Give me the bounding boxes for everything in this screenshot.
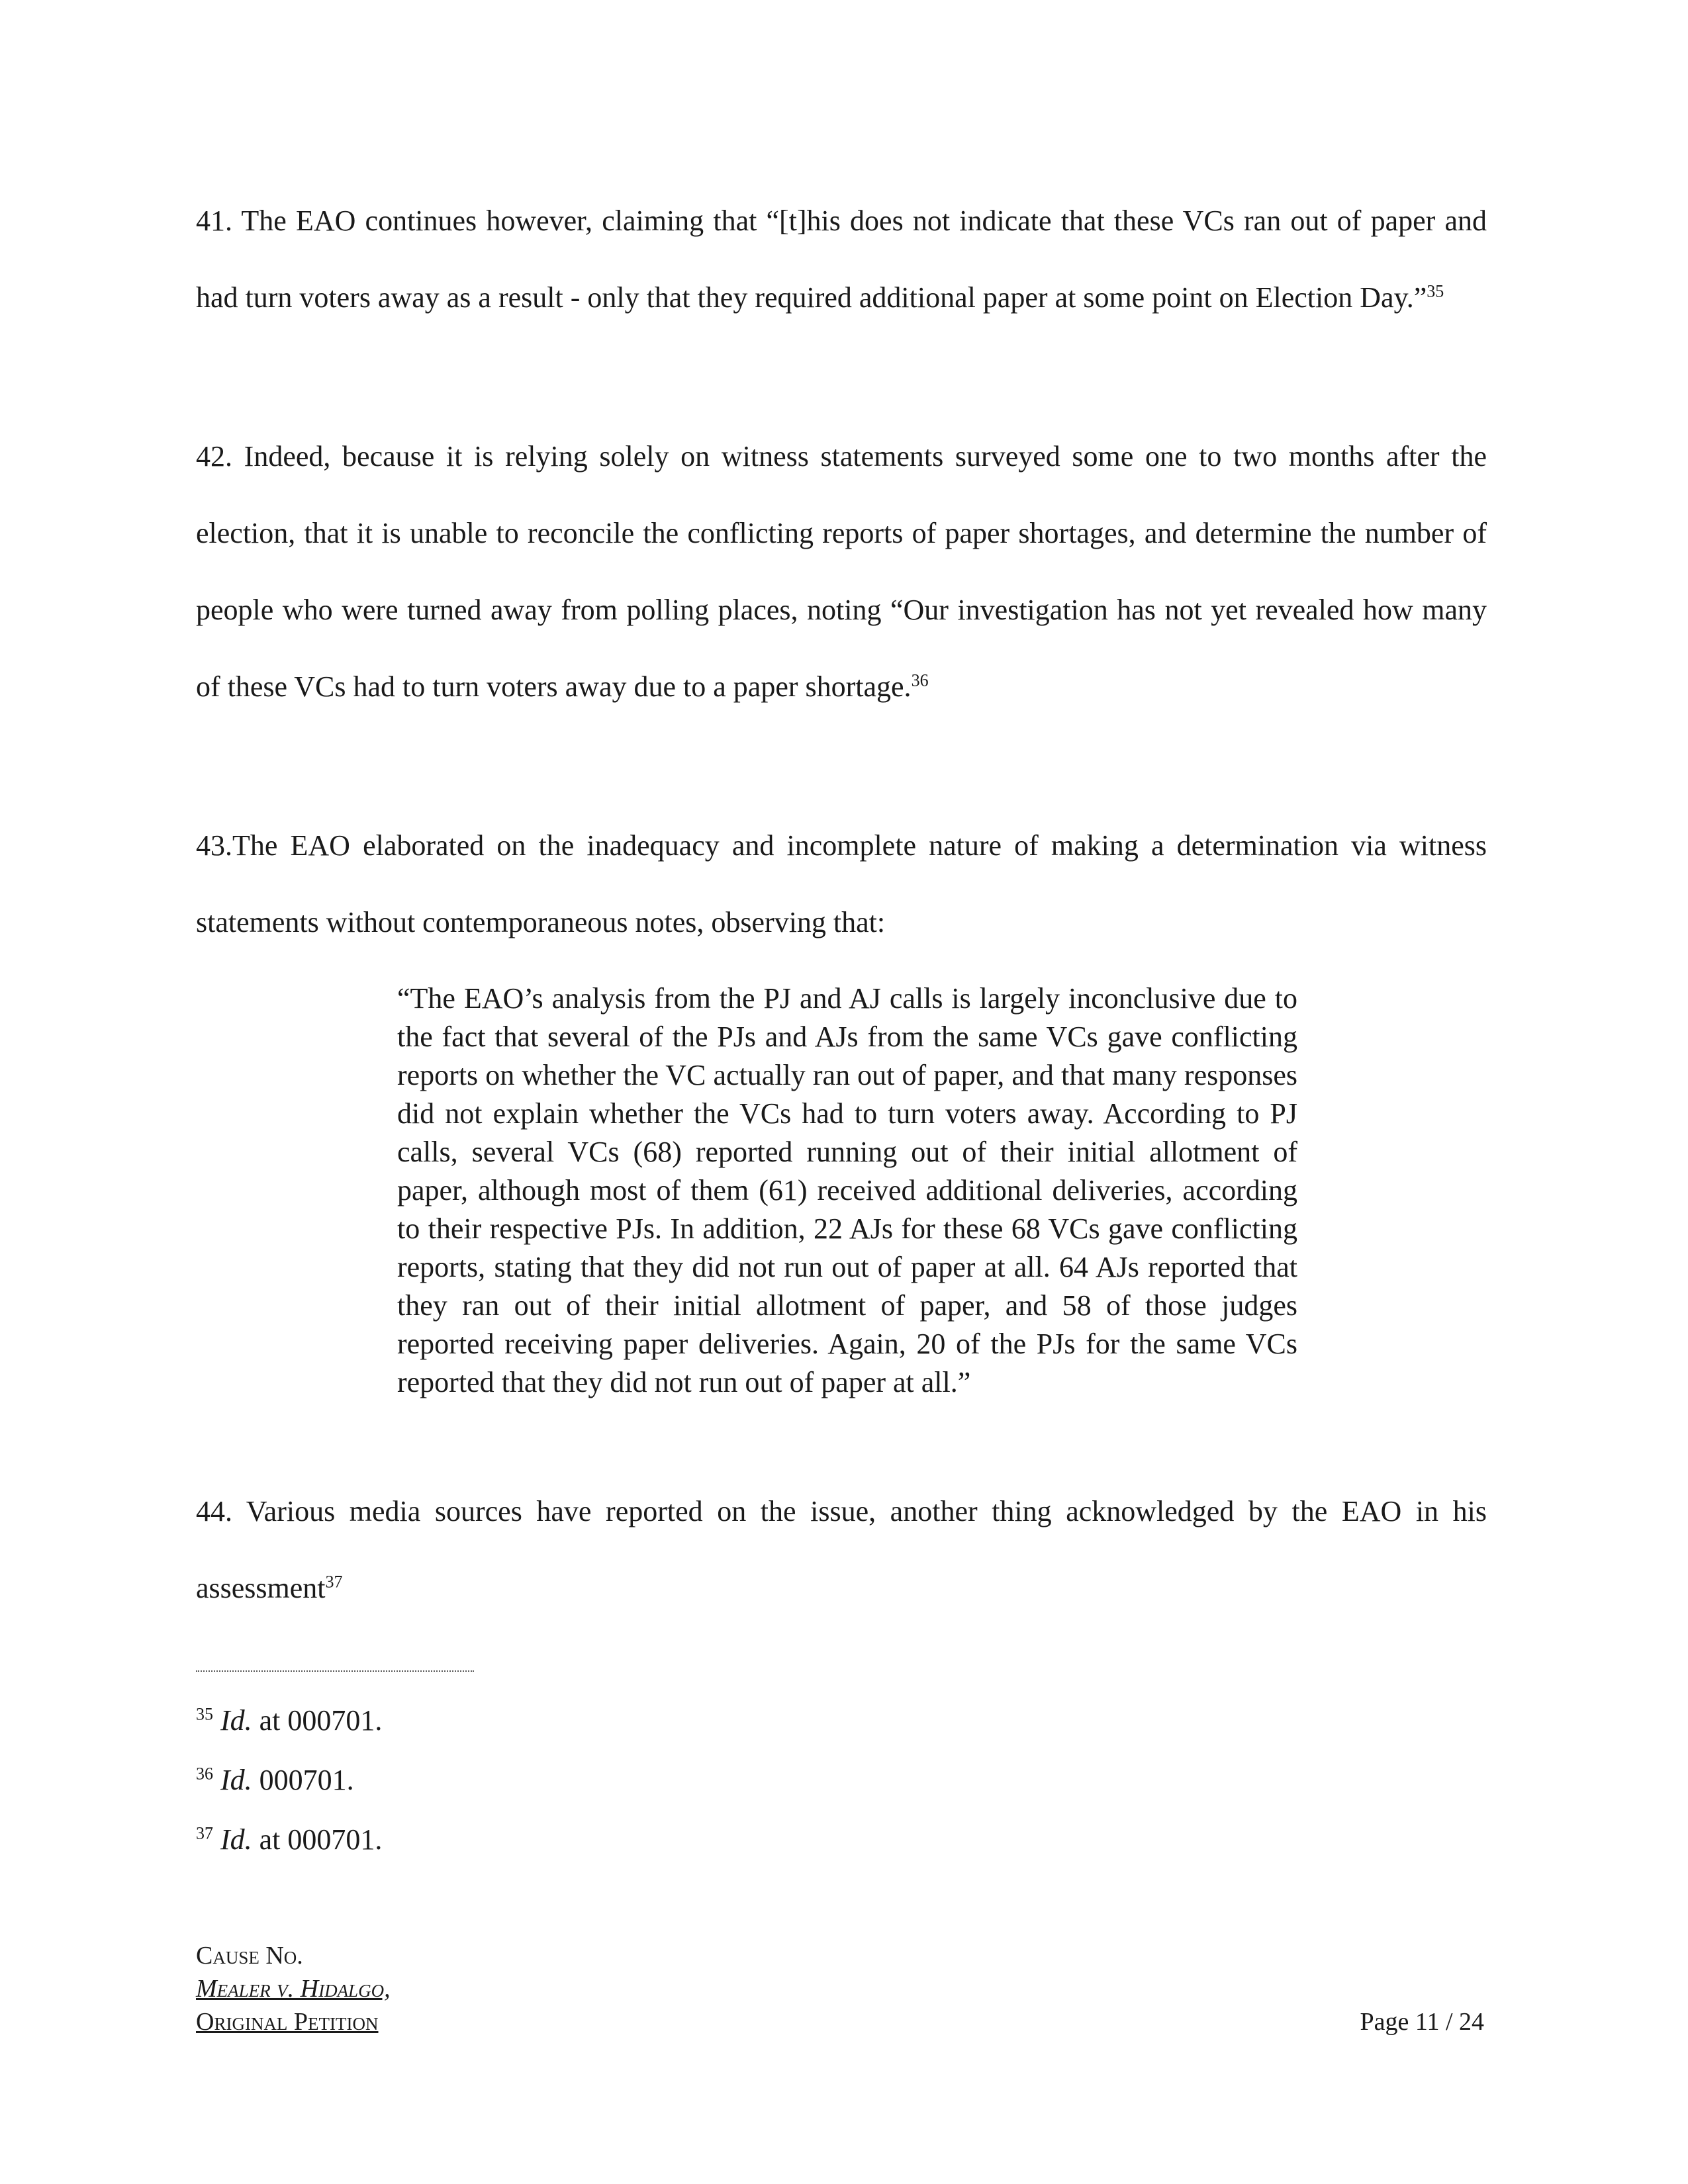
footnote-number: 37: [196, 1823, 213, 1843]
footnote-ref: 37: [325, 1572, 343, 1592]
footnote-ref: 36: [911, 670, 929, 690]
footnote-separator: [196, 1670, 474, 1672]
footnote-citation: Id.: [220, 1704, 252, 1737]
paragraph-number: 42.: [196, 440, 232, 473]
paragraph-43: [196, 807, 1487, 961]
document-title: Original Petition: [196, 2008, 379, 2036]
footnote-text: at 000701.: [252, 1823, 383, 1856]
footnote-citation: Id.: [220, 1823, 252, 1856]
paragraph-number: 44.: [196, 1495, 232, 1527]
block-quote: [397, 979, 1297, 1402]
footnote-37: [196, 1820, 382, 1860]
footnote-36: [196, 1760, 354, 1800]
footnote-number: 36: [196, 1764, 213, 1784]
paragraph-42: [196, 418, 1487, 725]
paragraph-text: The EAO continues however, claiming that “[t]his does not indicate that these VCs ran out of paper and had turn voters away as a result - only that they required additional paper at some point on Election Day.”: [196, 205, 1487, 314]
block-quote-text: “The EAO’s analysis from the PJ and AJ calls is largely inconclusive due to the fact that several of the PJs and AJs from the same VCs gave conflicting reports on whether the VC actually ran out of paper, and that many responses did not explain whether the VCs had to turn voters away. According to PJ calls, several VCs (68) reported running out of their initial allotment of paper, although most of them (61) received additional deliveries, according to their respective PJs. In addition, 22 AJs for these 68 VCs gave conflicting reports, stating that they did not run out of paper at all. 64 AJs reported that they ran out of their initial allotment of paper, and 58 of those judges reported receiving paper deliveries. Again, 20 of the PJs for the same VCs reported that they did not run out of paper at all.”: [397, 982, 1297, 1398]
paragraph-text: The EAO elaborated on the inadequacy and incomplete nature of making a determination via witness statements without contemporaneous notes, observing that:: [196, 829, 1487, 938]
footnote-text: at 000701.: [252, 1704, 383, 1737]
paragraph-text: Various media sources have reported on the issue, another thing acknowledged by the EAO in his assessment: [196, 1495, 1487, 1604]
footnote-ref: 35: [1427, 281, 1444, 301]
paragraph-41: [196, 183, 1487, 336]
page-number: Page 11 / 24: [1360, 2008, 1484, 2036]
paragraph-text: Indeed, because it is relying solely on witness statements surveyed some one to two months after the election, that it is unable to reconcile the conflicting reports of paper shortages, and determine the number of people who were turned away from polling places, noting “Our investigation has not yet revealed how many of these VCs had to turn voters away due to a paper shortage.: [196, 440, 1487, 703]
footnote-citation: Id.: [220, 1764, 252, 1796]
footer-case-info: [196, 1939, 391, 2038]
footnote-35: [196, 1701, 382, 1741]
footnote-text: 000701.: [252, 1764, 354, 1796]
footnote-number: 35: [196, 1704, 213, 1724]
cause-number: Cause No.: [196, 1942, 303, 1970]
paragraph-number: 43.: [196, 829, 232, 862]
paragraph-44: [196, 1473, 1487, 1627]
case-name: Mealer v. Hidalgo,: [196, 1975, 391, 2003]
paragraph-number: 41.: [196, 205, 232, 237]
